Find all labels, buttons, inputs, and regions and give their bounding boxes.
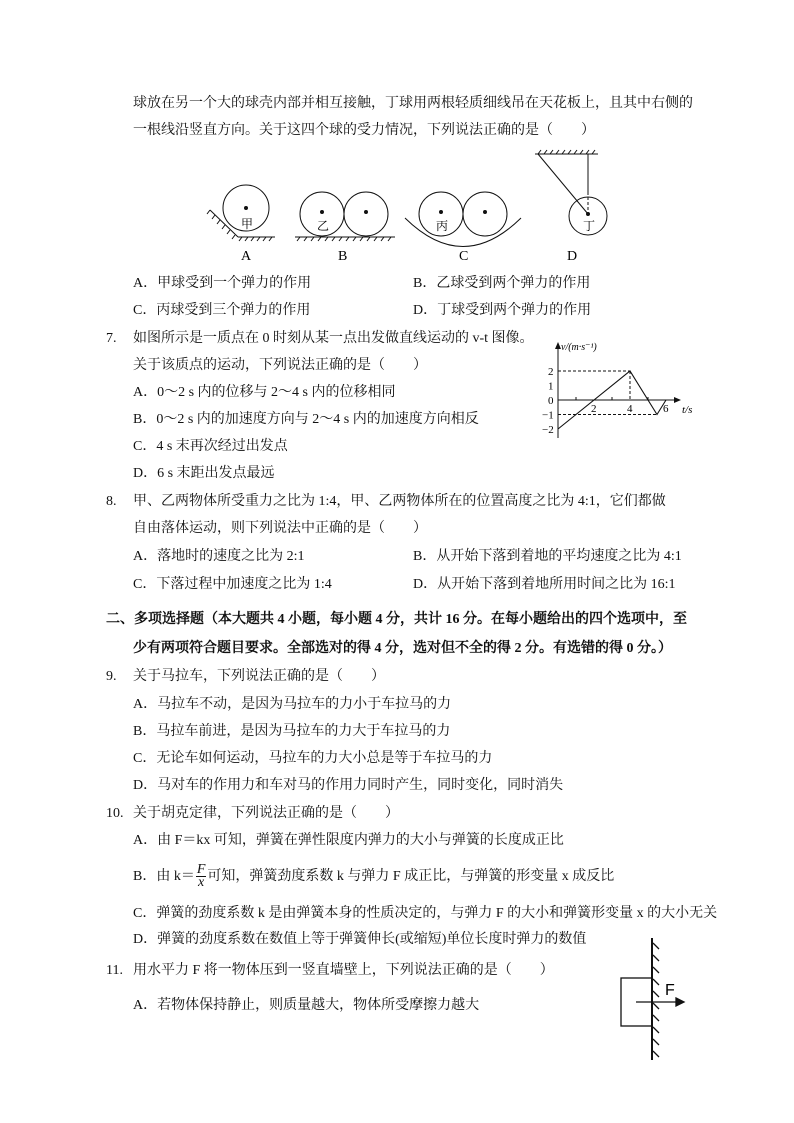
q8-number: 8.	[106, 494, 117, 509]
q11-option-a: A．若物体保持静止，则质量越大，物体所受摩擦力越大	[133, 998, 480, 1013]
q6-option-b: B．乙球受到两个弹力的作用	[413, 276, 591, 291]
section2-heading-line2: 少有两项符合题目要求。全部选对的得 4 分，选对但不全的得 2 分。有选错的得 0 分。）	[133, 641, 672, 656]
y-tick-label: −1	[542, 409, 554, 422]
x-tick-label: 4	[627, 403, 633, 415]
q10-option-c: C．弹簧的劲度系数 k 是由弹簧本身的性质决定的，与弹力 F 的大小和弹簧形变量 x 的大小无关	[133, 906, 718, 921]
y-tick-label: −2	[542, 424, 554, 436]
q10-option-b	[133, 862, 614, 892]
q8-option-a: A．落地时的速度之比为 2:1	[133, 549, 305, 564]
q6-stem-line1: 球放在另一个大的球壳内部并相互接触，丁球用两根轻质细线吊在天花板上，且其中右侧的	[133, 96, 693, 111]
label-ding: 丁	[583, 219, 596, 233]
q10-option-b-prefix: B．由 k＝	[133, 869, 195, 884]
q9-option-a: A．马拉车不动，是因为马拉车的力小于车拉马的力	[133, 697, 452, 712]
q10-option-a: A．由 F＝kx 可知，弹簧在弹性限度内弹力的大小与弹簧的长度成正比	[133, 833, 564, 848]
q8-option-c: C．下落过程中加速度之比为 1:4	[133, 577, 332, 592]
label-jia: 甲	[241, 217, 254, 231]
vt-graph	[530, 340, 700, 450]
q7-number: 7.	[106, 331, 117, 346]
q6-ball-figures	[200, 150, 620, 270]
q6-option-d: D．丁球受到两个弹力的作用	[413, 303, 592, 318]
q8-option-d: D．从开始下落到着地所用时间之比为 16:1	[413, 577, 676, 592]
y-axis-label: v/(m·s⁻¹)	[561, 342, 597, 353]
q7-option-b: B．0～2 s 内的加速度方向与 2～4 s 内的加速度方向相反	[133, 412, 479, 427]
wall-force-figure	[615, 935, 695, 1065]
q8-stem-line2: 自由落体运动，则下列说法中正确的是（ ）	[133, 521, 427, 536]
y-tick-label: 1	[548, 380, 554, 393]
q10-option-b-suffix: 可知，弹簧劲度系数 k 与弹力 F 成正比，与弹簧的形变量 x 成反比	[207, 869, 615, 884]
q10-option-d: D．弹簧的劲度系数在数值上等于弹簧伸长(或缩短)单位长度时弹力的数值	[133, 932, 587, 947]
q10-stem: 关于胡克定律，下列说法正确的是（ ）	[133, 806, 399, 821]
x-tick-label: 2	[591, 403, 597, 415]
x-axis-arrow	[674, 397, 681, 403]
q7-option-a: A．0～2 s 内的位移与 2～4 s 内的位移相同	[133, 385, 396, 400]
q11-stem: 用水平力 F 将一物体压到一竖直墙壁上，下列说法正确的是（ ）	[133, 963, 554, 978]
figure-label-d: D	[567, 249, 578, 264]
x-axis-label: t/s	[682, 404, 693, 416]
q6-stem-line2: 一根线沿竖直方向。关于这四个球的受力情况，下列说法正确的是（ ）	[133, 123, 595, 138]
figure-label-a: A	[241, 249, 252, 264]
q9-stem: 关于马拉车，下列说法正确的是（ ）	[133, 669, 385, 684]
label-yi: 乙	[317, 219, 330, 233]
figure-d	[535, 150, 607, 235]
q7-stem-line1: 如图所示是一质点在 0 时刻从某一点出发做直线运动的 v-t 图像。	[133, 331, 534, 346]
figure-c	[405, 192, 521, 247]
q9-option-b: B．马拉车前进，是因为马拉车的力大于车拉马的力	[133, 724, 451, 739]
q10-number: 10.	[106, 806, 124, 821]
q8-stem-line1: 甲、乙两物体所受重力之比为 1:4，甲、乙两物体所在的位置高度之比为 4:1，它们都做	[133, 494, 666, 509]
x-tick-label: 6	[663, 403, 669, 415]
y-tick-label: 2	[548, 366, 554, 378]
q7-stem-line2: 关于该质点的运动，下列说法正确的是（ ）	[133, 358, 427, 373]
q9-option-c: C．无论车如何运动，马拉车的力大小总是等于车拉马的力	[133, 751, 493, 766]
fraction-denominator: x	[198, 875, 205, 891]
label-bing: 丙	[436, 219, 449, 233]
q7-option-c: C．4 s 末再次经过出发点	[133, 439, 288, 454]
figure-label-b: B	[338, 249, 348, 264]
force-label: F	[665, 982, 675, 999]
y-tick-label: 0	[548, 395, 554, 407]
q11-number: 11.	[106, 963, 123, 978]
figure-a	[207, 185, 275, 241]
section2-heading-line1: 二、多项选择题（本大题共 4 小题，每小题 4 分，共计 16 分。在每小题给出的四个选项中，至	[106, 612, 687, 627]
q9-option-d: D．马对车的作用力和车对马的作用力同时产生，同时变化，同时消失	[133, 778, 564, 793]
figure-b	[295, 192, 395, 241]
fraction-numerator: F	[196, 862, 206, 878]
q6-option-a: A．甲球受到一个弹力的作用	[133, 276, 312, 291]
q6-option-c: C．丙球受到三个弹力的作用	[133, 303, 311, 318]
figure-label-c: C	[459, 249, 469, 264]
q9-number: 9.	[106, 669, 117, 684]
q7-option-d: D．6 s 末距出发点最远	[133, 466, 275, 481]
fraction-f-over-x	[196, 864, 207, 889]
q8-option-b: B．从开始下落到着地的平均速度之比为 4:1	[413, 549, 682, 564]
force-arrow-head	[676, 998, 684, 1006]
